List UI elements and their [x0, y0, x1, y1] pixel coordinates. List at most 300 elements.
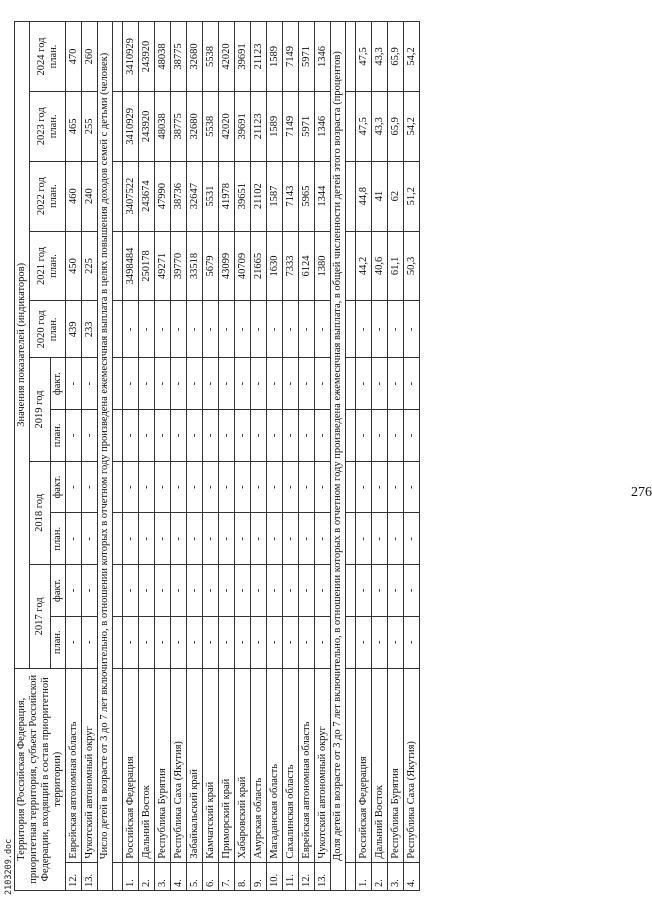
header-year-2023: [30, 91, 66, 161]
territory-name: Российская Федерация: [356, 668, 372, 862]
row-number: 7.: [219, 862, 235, 890]
value-cell: -: [315, 616, 331, 668]
table-row: [123, 22, 139, 891]
header-year-2018: 2018 год: [30, 461, 51, 564]
value-cell: 7149: [283, 91, 299, 161]
territory-name: Сахалинская область: [283, 668, 299, 862]
spacer-cell: [346, 91, 356, 161]
value-cell: -: [82, 616, 98, 668]
value-cell: -: [283, 409, 299, 461]
territory-name: Российская Федерация: [123, 668, 139, 862]
value-cell: -: [235, 301, 251, 358]
value-cell: -: [267, 301, 283, 358]
value-cell: 47990: [155, 161, 171, 231]
value-cell: -: [203, 358, 219, 410]
table-row: [388, 22, 404, 891]
value-cell: 21665: [251, 231, 267, 301]
table-row: [283, 22, 299, 891]
value-cell: -: [404, 301, 420, 358]
spacer-cell: [346, 358, 356, 410]
value-cell: -: [283, 461, 299, 513]
value-cell: 38736: [171, 161, 187, 231]
value-cell: -: [356, 301, 372, 358]
spacer-cell: [346, 301, 356, 358]
header-plan-label: план.: [47, 44, 59, 69]
value-cell: 1589: [267, 22, 283, 92]
row-number: 3.: [155, 862, 171, 890]
row-number: 12.: [299, 862, 315, 890]
value-cell: -: [388, 358, 404, 410]
value-cell: -: [155, 461, 171, 513]
territory-name: Приморский край: [219, 668, 235, 862]
value-cell: -: [356, 461, 372, 513]
value-cell: -: [139, 409, 155, 461]
value-cell: -: [82, 358, 98, 410]
value-cell: 61,1: [388, 231, 404, 301]
value-cell: 41: [372, 161, 388, 231]
value-cell: -: [251, 616, 267, 668]
value-cell: 40709: [235, 231, 251, 301]
value-cell: 32680: [187, 91, 203, 161]
value-cell: 41978: [219, 161, 235, 231]
territory-name: Республика Саха (Якутия): [404, 668, 420, 862]
value-cell: -: [299, 616, 315, 668]
spacer-cell: [346, 161, 356, 231]
spacer-cell: [113, 161, 123, 231]
value-cell: -: [187, 513, 203, 565]
header-plan: план.: [51, 513, 66, 565]
value-cell: 39691: [235, 91, 251, 161]
value-cell: -: [283, 301, 299, 358]
value-cell: 225: [82, 231, 98, 301]
row-number: 1.: [356, 862, 372, 890]
value-cell: -: [171, 301, 187, 358]
value-cell: -: [404, 565, 420, 617]
header-plan-label: план.: [47, 317, 59, 342]
value-cell: -: [283, 358, 299, 410]
value-cell: -: [251, 409, 267, 461]
value-cell: 243674: [139, 161, 155, 231]
value-cell: 5538: [203, 91, 219, 161]
value-cell: -: [404, 616, 420, 668]
value-cell: 1587: [267, 161, 283, 231]
value-cell: -: [171, 513, 187, 565]
table-row: [356, 22, 372, 891]
value-cell: -: [372, 409, 388, 461]
document-filename: 2103209.doc: [4, 838, 14, 895]
value-cell: -: [356, 513, 372, 565]
territory-name: Хабаровский край: [235, 668, 251, 862]
value-cell: -: [139, 358, 155, 410]
header-year-2021-label: 2021 год: [35, 246, 47, 285]
spacer-cell: [113, 616, 123, 668]
value-cell: -: [82, 513, 98, 565]
value-cell: -: [203, 301, 219, 358]
spacer-cell: [346, 616, 356, 668]
value-cell: -: [251, 461, 267, 513]
spacer-row: [346, 22, 356, 891]
value-cell: 21123: [251, 91, 267, 161]
value-cell: -: [171, 565, 187, 617]
value-cell: -: [283, 616, 299, 668]
spacer-cell: [346, 231, 356, 301]
header-year-2024: [30, 22, 66, 92]
row-number: 13.: [82, 862, 98, 890]
value-cell: -: [267, 565, 283, 617]
table-row: [139, 22, 155, 891]
value-cell: 54,2: [404, 22, 420, 92]
table-row: [171, 22, 187, 891]
header-year-2017: 2017 год: [30, 565, 51, 668]
value-cell: 5538: [203, 22, 219, 92]
header-fact: факт.: [51, 358, 66, 410]
value-cell: -: [219, 513, 235, 565]
value-cell: 21102: [251, 161, 267, 231]
header-year-2024-label: 2024 год: [35, 37, 47, 76]
value-cell: -: [187, 409, 203, 461]
value-cell: -: [299, 513, 315, 565]
row-number: 6.: [203, 862, 219, 890]
value-cell: -: [356, 565, 372, 617]
row-number: 2.: [372, 862, 388, 890]
row-number: 5.: [187, 862, 203, 890]
spacer-cell: [346, 22, 356, 92]
value-cell: 38775: [171, 91, 187, 161]
header-fact: факт.: [51, 565, 66, 617]
value-cell: -: [219, 409, 235, 461]
value-cell: -: [155, 565, 171, 617]
value-cell: -: [66, 616, 82, 668]
value-cell: -: [267, 461, 283, 513]
value-cell: -: [315, 513, 331, 565]
header-plan-label: план.: [47, 254, 59, 278]
territory-name: Дальний Восток: [139, 668, 155, 862]
value-cell: 3410929: [123, 91, 139, 161]
value-cell: -: [171, 409, 187, 461]
value-cell: -: [219, 616, 235, 668]
table-row: [299, 22, 315, 891]
value-cell: -: [203, 461, 219, 513]
section-2-title-body: [331, 22, 346, 891]
value-cell: -: [82, 409, 98, 461]
table-body-section-1: [113, 22, 331, 891]
spacer-cell: [113, 565, 123, 617]
spacer-cell: [346, 668, 356, 862]
value-cell: -: [123, 358, 139, 410]
header-year-2020-label: 2020 год: [35, 310, 47, 349]
value-cell: -: [187, 565, 203, 617]
value-cell: -: [388, 565, 404, 617]
section-2-title-row: [331, 22, 346, 891]
territory-name: Чукотский автономный округ: [315, 668, 331, 862]
value-cell: 3498484: [123, 231, 139, 301]
value-cell: 33518: [187, 231, 203, 301]
section-1-title: Число детей в возрасте от 3 до 7 лет включительно, в отношении которых в отчетном году произведена ежемесячная выплата в целях повышения доходов семей с детьми (человек): [98, 22, 113, 891]
table-row: [203, 22, 219, 891]
value-cell: 48038: [155, 91, 171, 161]
value-cell: 243920: [139, 91, 155, 161]
section-1-title-body: [98, 22, 113, 891]
value-cell: 5971: [299, 91, 315, 161]
value-cell: -: [267, 409, 283, 461]
value-cell: 1346: [315, 22, 331, 92]
value-cell: 1630: [267, 231, 283, 301]
spacer-cell: [113, 668, 123, 862]
value-cell: 450: [66, 231, 82, 301]
value-cell: -: [187, 301, 203, 358]
value-cell: 240: [82, 161, 98, 231]
value-cell: 6124: [299, 231, 315, 301]
territory-name: Забайкальский край: [187, 668, 203, 862]
value-cell: -: [155, 616, 171, 668]
row-number: 13.: [315, 862, 331, 890]
value-cell: -: [251, 565, 267, 617]
spacer-cell: [346, 461, 356, 513]
value-cell: -: [251, 301, 267, 358]
value-cell: -: [123, 461, 139, 513]
value-cell: -: [123, 301, 139, 358]
header-row-1: [15, 22, 30, 891]
value-cell: 233: [82, 301, 98, 358]
table-body-top: [66, 22, 98, 891]
value-cell: -: [139, 565, 155, 617]
value-cell: -: [283, 565, 299, 617]
value-cell: -: [123, 616, 139, 668]
value-cell: -: [315, 358, 331, 410]
value-cell: -: [372, 513, 388, 565]
value-cell: -: [315, 301, 331, 358]
value-cell: 62: [388, 161, 404, 231]
row-number: 9.: [251, 862, 267, 890]
value-cell: -: [171, 461, 187, 513]
value-cell: -: [123, 513, 139, 565]
spacer-cell: [113, 22, 123, 92]
row-number: 4.: [171, 862, 187, 890]
value-cell: -: [219, 358, 235, 410]
value-cell: -: [66, 358, 82, 410]
territory-name: Амурская область: [251, 668, 267, 862]
territory-name: Еврейская автономная область: [66, 668, 82, 862]
value-cell: -: [203, 513, 219, 565]
value-cell: 260: [82, 22, 98, 92]
value-cell: -: [171, 358, 187, 410]
value-cell: -: [315, 409, 331, 461]
row-number: 1.: [123, 862, 139, 890]
table-row: [235, 22, 251, 891]
header-plan-label: план.: [47, 184, 59, 209]
value-cell: -: [66, 461, 82, 513]
spacer-cell: [113, 409, 123, 461]
value-cell: -: [187, 616, 203, 668]
value-cell: -: [235, 409, 251, 461]
table-row: [187, 22, 203, 891]
value-cell: 5531: [203, 161, 219, 231]
header-year-2019: 2019 год: [30, 358, 51, 461]
table-row: [372, 22, 388, 891]
value-cell: 243920: [139, 22, 155, 92]
value-cell: -: [356, 616, 372, 668]
value-cell: 50,3: [404, 231, 420, 301]
header-plan-label: план.: [47, 114, 59, 139]
value-cell: -: [235, 616, 251, 668]
value-cell: 44,2: [356, 231, 372, 301]
value-cell: -: [404, 513, 420, 565]
table-row: [251, 22, 267, 891]
page-number: 276: [631, 485, 652, 500]
header-fact: факт.: [51, 461, 66, 513]
spacer-cell: [113, 231, 123, 301]
value-cell: -: [139, 616, 155, 668]
row-number: 2.: [139, 862, 155, 890]
territory-name: Чукотский автономный округ: [82, 668, 98, 862]
value-cell: -: [404, 409, 420, 461]
value-cell: 439: [66, 301, 82, 358]
value-cell: -: [187, 461, 203, 513]
value-cell: -: [203, 409, 219, 461]
value-cell: -: [356, 358, 372, 410]
value-cell: 51,2: [404, 161, 420, 231]
value-cell: 47,5: [356, 22, 372, 92]
spacer-cell: [113, 461, 123, 513]
value-cell: -: [219, 461, 235, 513]
value-cell: -: [283, 513, 299, 565]
header-territory: Территория (Российская Федерация, приоритетная территория, субъект Российской Федерации, входящий в состав приоритетной территории): [15, 668, 66, 890]
value-cell: 1344: [315, 161, 331, 231]
spacer-cell: [113, 301, 123, 358]
value-cell: -: [219, 301, 235, 358]
value-cell: -: [251, 358, 267, 410]
header-year-2022: [30, 161, 66, 231]
value-cell: -: [82, 461, 98, 513]
table-row: [155, 22, 171, 891]
territory-name: Дальний Восток: [372, 668, 388, 862]
value-cell: 47,5: [356, 91, 372, 161]
value-cell: -: [372, 301, 388, 358]
territory-name: Магаданская область: [267, 668, 283, 862]
value-cell: 42020: [219, 22, 235, 92]
value-cell: -: [139, 301, 155, 358]
spacer-cell: [113, 358, 123, 410]
row-number: 8.: [235, 862, 251, 890]
spacer-cell: [346, 862, 356, 890]
value-cell: 32647: [187, 161, 203, 231]
value-cell: -: [315, 461, 331, 513]
header-year-2021: [30, 231, 66, 301]
value-cell: 255: [82, 91, 98, 161]
value-cell: 5679: [203, 231, 219, 301]
value-cell: 1589: [267, 91, 283, 161]
territory-name: Республика Бурятия: [155, 668, 171, 862]
header-plan: план.: [51, 616, 66, 668]
header-year-2022-label: 2022 год: [35, 177, 47, 216]
section-1-title-row: [98, 22, 113, 891]
value-cell: 43,3: [372, 91, 388, 161]
row-number: 12.: [66, 862, 82, 890]
spacer-cell: [113, 513, 123, 565]
row-number: 10.: [267, 862, 283, 890]
value-cell: -: [404, 461, 420, 513]
value-cell: -: [139, 513, 155, 565]
row-number: 11.: [283, 862, 299, 890]
value-cell: 44,8: [356, 161, 372, 231]
value-cell: 39651: [235, 161, 251, 231]
value-cell: -: [372, 461, 388, 513]
value-cell: -: [299, 409, 315, 461]
spacer-cell: [113, 91, 123, 161]
value-cell: -: [372, 565, 388, 617]
section-2-title: Доля детей в возрасте от 3 до 7 лет включительно, в отношении которых в отчетном году произведена ежемесячная выплата, в общей численности детей этого возраста (процентов): [331, 22, 346, 891]
value-cell: 460: [66, 161, 82, 231]
value-cell: 3410929: [123, 22, 139, 92]
value-cell: 7333: [283, 231, 299, 301]
spacer-cell: [113, 862, 123, 890]
territory-name: Камчатский край: [203, 668, 219, 862]
table-row: [315, 22, 331, 891]
value-cell: -: [235, 358, 251, 410]
table-row: [66, 22, 82, 891]
row-number: 3.: [388, 862, 404, 890]
value-cell: -: [299, 565, 315, 617]
value-cell: 49271: [155, 231, 171, 301]
value-cell: -: [299, 461, 315, 513]
table-row: [267, 22, 283, 891]
value-cell: -: [299, 358, 315, 410]
value-cell: 1346: [315, 91, 331, 161]
row-number: 4.: [404, 862, 420, 890]
value-cell: 38775: [171, 22, 187, 92]
value-cell: -: [356, 409, 372, 461]
territory-name: Республика Бурятия: [388, 668, 404, 862]
value-cell: 48038: [155, 22, 171, 92]
value-cell: -: [219, 565, 235, 617]
value-cell: -: [235, 565, 251, 617]
territory-name: Республика Саха (Якутия): [171, 668, 187, 862]
value-cell: -: [372, 616, 388, 668]
value-cell: -: [155, 358, 171, 410]
value-cell: -: [267, 358, 283, 410]
value-cell: -: [299, 301, 315, 358]
value-cell: -: [66, 565, 82, 617]
value-cell: 39691: [235, 22, 251, 92]
value-cell: 43099: [219, 231, 235, 301]
value-cell: -: [139, 461, 155, 513]
value-cell: -: [388, 461, 404, 513]
territory-name: Еврейская автономная область: [299, 668, 315, 862]
table-row: [82, 22, 98, 891]
spacer-cell: [346, 565, 356, 617]
value-cell: 65,9: [388, 91, 404, 161]
value-cell: -: [315, 565, 331, 617]
value-cell: 3407522: [123, 161, 139, 231]
value-cell: 250178: [139, 231, 155, 301]
value-cell: 1380: [315, 231, 331, 301]
header-plan: план.: [51, 409, 66, 461]
value-cell: -: [267, 616, 283, 668]
value-cell: 21123: [251, 22, 267, 92]
value-cell: -: [267, 513, 283, 565]
value-cell: -: [155, 409, 171, 461]
table-body-section-2: [346, 22, 420, 891]
value-cell: -: [123, 409, 139, 461]
spacer-cell: [346, 409, 356, 461]
value-cell: 39770: [171, 231, 187, 301]
value-cell: 32680: [187, 22, 203, 92]
value-cell: -: [155, 301, 171, 358]
value-cell: 470: [66, 22, 82, 92]
value-cell: 65,9: [388, 22, 404, 92]
value-cell: -: [388, 616, 404, 668]
value-cell: -: [251, 513, 267, 565]
